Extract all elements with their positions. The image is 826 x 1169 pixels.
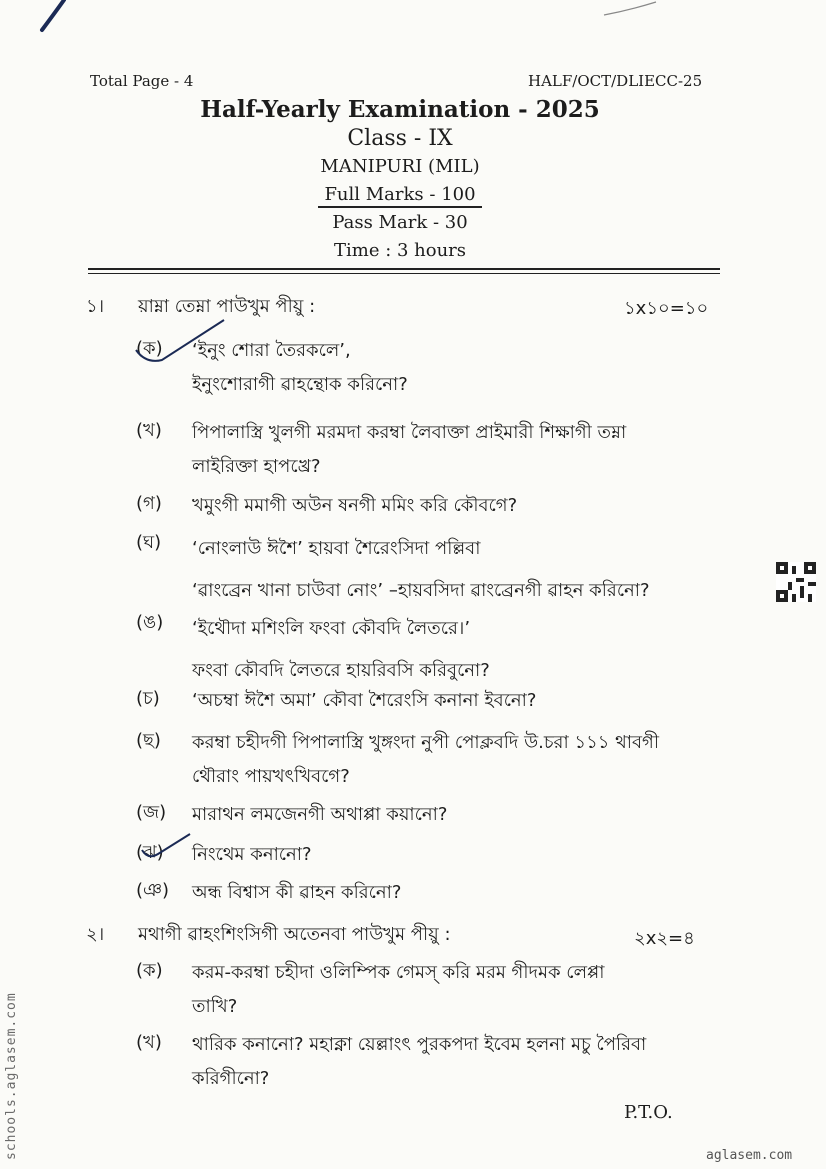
pen-stroke-mark xyxy=(36,0,66,34)
item-text: থারিক কনানো? মহাক্না য়েল্লাংৎ পুরকপদা ইবেম হলনা মচু পৈরিবা করিগীনো? xyxy=(192,1034,647,1089)
item-label: (খ) xyxy=(136,1032,162,1053)
header-rule-top xyxy=(88,268,720,270)
pen-tick-mark xyxy=(138,830,194,864)
class-label: Class - IX xyxy=(347,126,453,151)
pass-mark: Pass Mark - 30 xyxy=(332,212,468,233)
q2-marks: ২x২=৪ xyxy=(634,928,695,949)
q1-marks: ১x১০=১০ xyxy=(624,298,709,319)
item-label: (জ) xyxy=(136,802,167,823)
q1-instruction: য়াম্না তেম্না পাউখুম পীয়ু : xyxy=(138,296,316,317)
item-text: মারাথন লমজেনগী অথাপ্পা কয়ানো? xyxy=(192,804,448,825)
side-watermark: schools.aglasem.com xyxy=(4,992,19,1160)
full-marks: Full Marks - 100 xyxy=(0,184,800,205)
header-rule-bottom xyxy=(88,273,720,274)
item-label: (ঙ) xyxy=(136,612,164,633)
qr-code xyxy=(776,562,816,602)
time-label: Time : 3 hours xyxy=(333,240,467,261)
item-text: খমুংগী মমাগী অউন ষনগী মমিং করি কৌবগে? xyxy=(192,495,518,516)
item-label: (ছ) xyxy=(136,730,161,751)
subject-label: MANIPURI (MIL) xyxy=(320,156,480,177)
item-text: পিপালাস্ত্রি খুলগী মরমদা করম্বা লৈবাক্তা প্রাইমারী শিক্ষাগী তম্না লাইরিক্তা হাপখ্রে? xyxy=(192,422,627,477)
item-label: (ঞ) xyxy=(136,880,170,901)
item-text: ‘নোংলাউ ঈশৈ’ হায়বা শৈরেংসিদা পল্লিবা ‘ৱাংব্রেন খানা চাউবা নোং’ –হায়বসিদা ৱাংব্রেনগী ৱাহন করিনো? xyxy=(192,538,650,601)
item-label: (ঘ) xyxy=(136,532,162,553)
pencil-stroke-mark xyxy=(600,0,660,20)
total-pages: Total Page - 4 xyxy=(90,72,194,90)
item-text: ‘ইনুং শোরা তৈরকলে’, ইনুংশোরাগী ৱাহন্থোক করিনো? xyxy=(192,340,408,395)
item-text: অন্ধ বিশ্বাস কী ৱাহন করিনো? xyxy=(192,882,402,903)
paper-code: HALF/OCT/DLIECC-25 xyxy=(528,72,703,90)
bottom-watermark: aglasem.com xyxy=(706,1148,793,1163)
item-text: ‘অচম্বা ঈশৈ অমা’ কৌবা শৈরেংসি কনানা ইবনো? xyxy=(192,690,537,711)
pen-tick-mark xyxy=(132,318,228,370)
pto-label: P.T.O. xyxy=(624,1102,673,1123)
item-label: (ক) xyxy=(136,960,163,981)
item-text: করম্বা চহীদগী পিপালাস্ত্রি খুঙ্গংদা নুপী পোক্লবদি উ.চরা ১১১ থাবগী থৌরাং পায়খৎখিবগে? xyxy=(192,732,659,787)
item-label: (ঝ) xyxy=(136,842,164,863)
q1-number: ১। xyxy=(86,296,105,317)
item-text: নিংথেম কনানো? xyxy=(192,844,312,865)
item-label: (খ) xyxy=(136,420,162,441)
q2-instruction: মথাগী ৱাহংশিংসিগী অতেনবা পাউখুম পীয়ু : xyxy=(138,924,451,945)
item-label: (চ) xyxy=(136,688,160,709)
item-text: করম-করম্বা চহীদা ওলিম্পিক গেমস্‌ করি মরম গীদমক লেপ্পা তাখি? xyxy=(192,962,605,1017)
q2-number: ২। xyxy=(86,924,105,945)
exam-title: Half-Yearly Examination - 2025 xyxy=(200,96,600,123)
item-label: (গ) xyxy=(136,493,162,514)
item-label: (ক) xyxy=(136,338,163,359)
item-text: ‘ইথৌদা মশিংলি ফংবা কৌবদি লৈতরে।’ ফংবা কৌবদি লৈতরে হায়রিবসি করিবুনো? xyxy=(192,618,490,681)
